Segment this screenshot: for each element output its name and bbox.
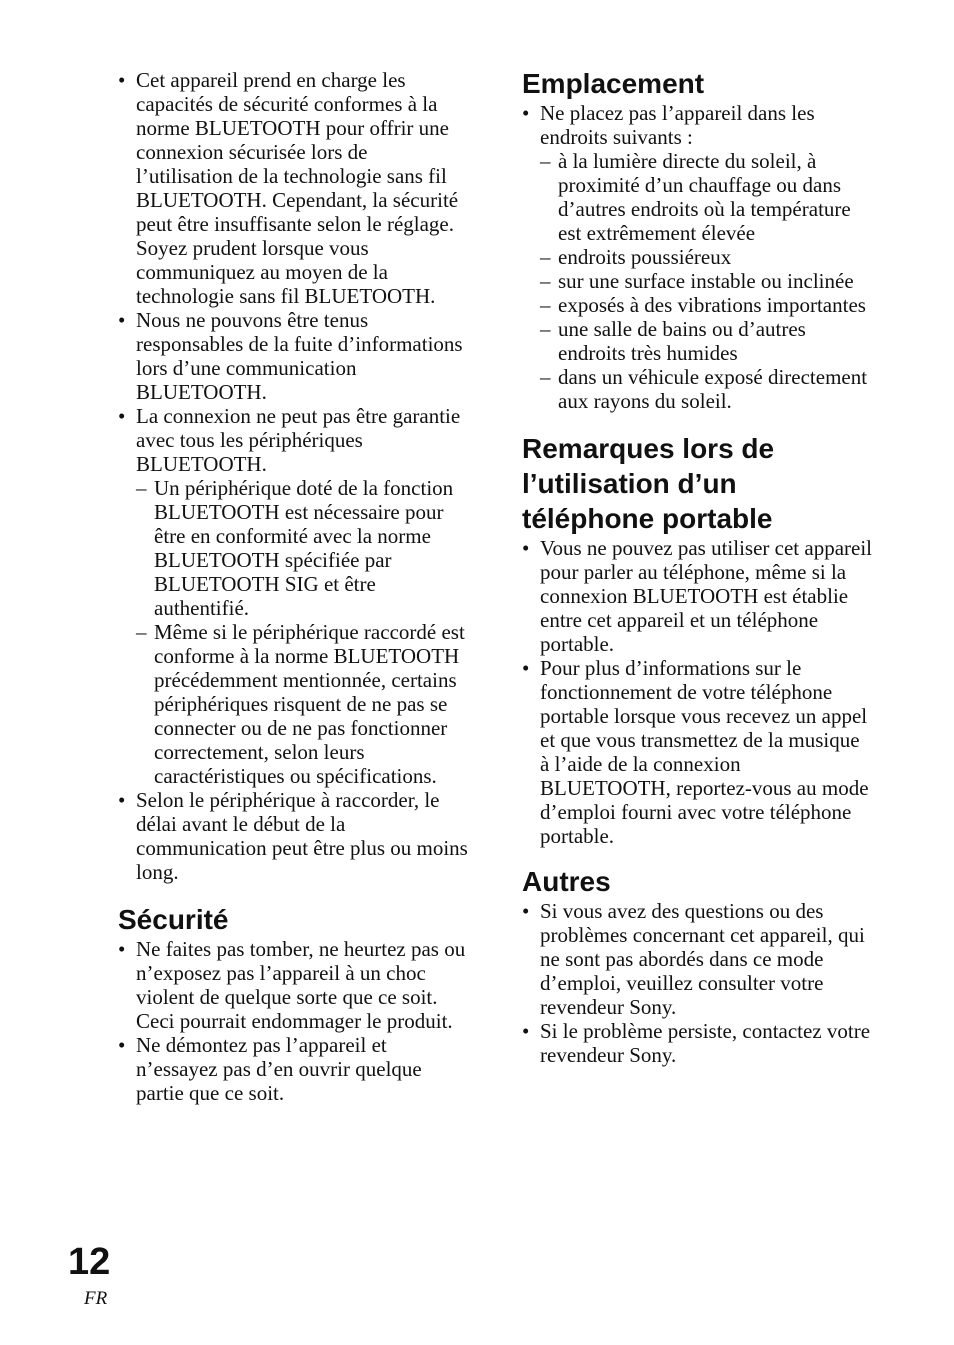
sub-list-item (540, 317, 872, 365)
section-heading: Autres (522, 866, 611, 897)
sub-list (540, 149, 872, 413)
sub-item-text: une salle de bains ou d’autres endroits très humides (558, 317, 806, 365)
sub-list-item (540, 245, 872, 269)
section-heading: Sécurité (118, 904, 229, 935)
bullet-text: Si vous avez des questions ou des problèmes concernant cet appareil, qui ne sont pas abordés dans ce mode d’emploi, veuillez consulter votre revendeur Sony. (540, 899, 865, 1019)
left-column (118, 68, 468, 1105)
bullet-text: Nous ne pouvons être tenus responsables de la fuite d’informations lors d’une communication BLUETOOTH. (136, 308, 463, 404)
section-emplacement (522, 66, 872, 413)
sub-item-text: Un périphérique doté de la fonction BLUETOOTH est nécessaire pour être en conformité avec la norme BLUETOOTH spécifiée par BLUETOOTH SIG et être authentifié. (154, 476, 454, 620)
bullet-text: Vous ne pouvez pas utiliser cet appareil pour parler au téléphone, même si la connexion BLUETOOTH est établie entre cet appareil et un téléphone portable. (540, 536, 873, 656)
language-code: FR (84, 1288, 108, 1309)
list-item (522, 656, 872, 848)
bullet-text: Si le problème persiste, contactez votre revendeur Sony. (540, 1019, 871, 1067)
list-item (118, 68, 468, 308)
sub-item-text: exposés à des vibrations importantes (558, 293, 866, 317)
list-item (118, 788, 468, 884)
sub-list-item (540, 293, 872, 317)
bullet-text: Selon le périphérique à raccorder, le délai avant le début de la communication peut être plus ou moins long. (136, 788, 468, 884)
sub-item-text: sur une surface instable ou inclinée (558, 269, 854, 293)
list-item (118, 1033, 468, 1105)
bullet-text: Pour plus d’informations sur le fonctionnement de votre téléphone portable lorsque vous recevez un appel et que vous transmettez de la musique à l’aide de la connexion BLUETOOTH, reportez-vous au mode d’emploi fourni avec votre téléphone portable. (540, 656, 869, 848)
sub-list-item (136, 620, 468, 788)
sub-list (136, 476, 468, 788)
page-number: 12 (68, 1241, 111, 1283)
sub-list-item (540, 269, 872, 293)
section-autres (522, 864, 872, 1067)
bullet-text: Ne placez pas l’appareil dans les endroits suivants : (540, 101, 815, 149)
sub-list-item (540, 149, 872, 245)
list-item (522, 1019, 872, 1067)
sub-list-item (540, 365, 872, 413)
sub-item-text: dans un véhicule exposé directement aux rayons du soleil. (558, 365, 868, 413)
list-item (522, 899, 872, 1019)
bullet-text: La connexion ne peut pas être garantie avec tous les périphériques BLUETOOTH. (136, 404, 461, 476)
bullet-text: Ne démontez pas l’appareil et n’essayez pas d’en ouvrir quelque partie que ce soit. (136, 1033, 422, 1105)
bluetooth-notes-list (118, 68, 468, 884)
list-item (118, 404, 468, 788)
sub-item-text: Même si le périphérique raccordé est conforme à la norme BLUETOOTH précédemment mentionnée, certains périphériques risquent de ne pas se connecter ou de ne pas fonctionner correctement, selon leurs caractéristiques ou spécifications. (154, 620, 465, 788)
section-heading: Emplacement (522, 68, 705, 99)
section-securite (118, 902, 468, 1105)
bullet-text: Cet appareil prend en charge les capacités de sécurité conformes à la norme BLUETOOTH pour offrir une connexion sécurisée lors de l’utilisation de la technologie sans fil BLUETOOTH. Cependant, la sécurité peut être insuffisante selon le réglage. Soyez prudent lorsque vous communiquez au moyen de la technologie sans fil BLUETOOTH. (136, 68, 459, 308)
list-item (522, 101, 872, 413)
list-item (118, 308, 468, 404)
telephone-list (522, 536, 872, 848)
section-heading: Remarques lors de l’utilisation d’un téléphone portable (522, 433, 775, 534)
list-item (522, 536, 872, 656)
sub-item-text: endroits poussiéreux (558, 245, 732, 269)
list-item (118, 937, 468, 1033)
right-column (522, 68, 872, 1067)
sub-list-item (136, 476, 468, 620)
emplacement-list (522, 101, 872, 413)
section-telephone (522, 431, 872, 848)
autres-list (522, 899, 872, 1067)
bullet-text: Ne faites pas tomber, ne heurtez pas ou n’exposez pas l’appareil à un choc violent de quelque sorte que ce soit. Ceci pourrait endommager le produit. (136, 937, 466, 1033)
securite-list (118, 937, 468, 1105)
sub-item-text: à la lumière directe du soleil, à proximité d’un chauffage ou dans d’autres endroits où la température est extrêmement élevée (558, 149, 851, 245)
